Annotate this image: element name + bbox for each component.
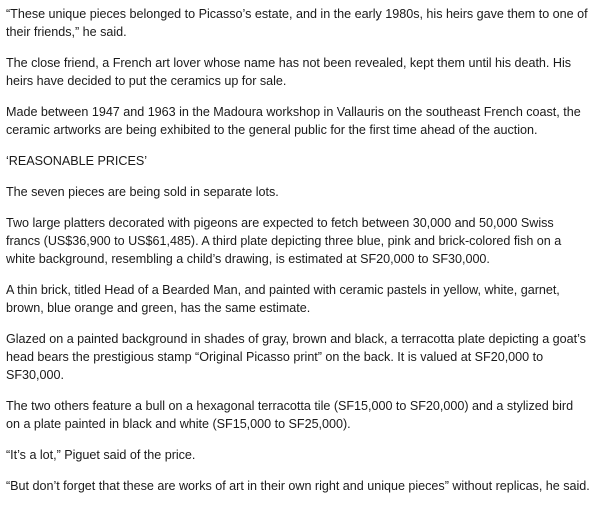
paragraph-madoura-workshop: Made between 1947 and 1963 in the Madoura workshop in Vallauris on the southeast French coast, the ceramic artworks are being exhibited to the general public for the first time ahead of the auction. <box>6 105 581 137</box>
paragraph-piguet-quote: “It’s a lot,” Piguet said of the price. <box>6 448 196 462</box>
paragraph-goat-plate: Glazed on a painted background in shades of gray, brown and black, a terracotta plate depicting a goat’s head bears the prestigious stamp “Original Picasso print” on the back. It is valued at SF20,000 to SF30,000. <box>6 332 586 382</box>
paragraph-heirs-gift: “These unique pieces belonged to Picasso’s estate, and in the early 1980s, his heirs gave them to one of their friends,” he said. <box>6 7 588 39</box>
paragraph-platters-estimate: Two large platters decorated with pigeons are expected to fetch between 30,000 and 50,000 Swiss francs (US$36,900 to US$61,485). A third plate depicting three blue, pink and brick-colored fish on a white background, resembling a child’s drawing, is estimated at SF20,000 to SF30,000. <box>6 216 562 266</box>
section-heading-reasonable-prices: ‘REASONABLE PRICES’ <box>6 154 147 168</box>
paragraph-bearded-man: A thin brick, titled Head of a Bearded Man, and painted with ceramic pastels in yellow, white, garnet, brown, blue orange and green, has the same estimate. <box>6 283 560 315</box>
paragraph-separate-lots: The seven pieces are being sold in separate lots. <box>6 185 279 199</box>
paragraph-bull-and-bird: The two others feature a bull on a hexagonal terracotta tile (SF15,000 to SF20,000) and a stylized bird on a plate painted in black and white (SF15,000 to SF25,000). <box>6 399 574 431</box>
paragraph-close-friend: The close friend, a French art lover whose name has not been revealed, kept them until his death. His heirs have decided to put the ceramics up for sale. <box>6 56 572 88</box>
paragraph-unique-pieces: “But don’t forget that these are works of art in their own right and unique pieces” without replicas, he said. <box>6 479 590 493</box>
article-body <box>6 5 590 508</box>
